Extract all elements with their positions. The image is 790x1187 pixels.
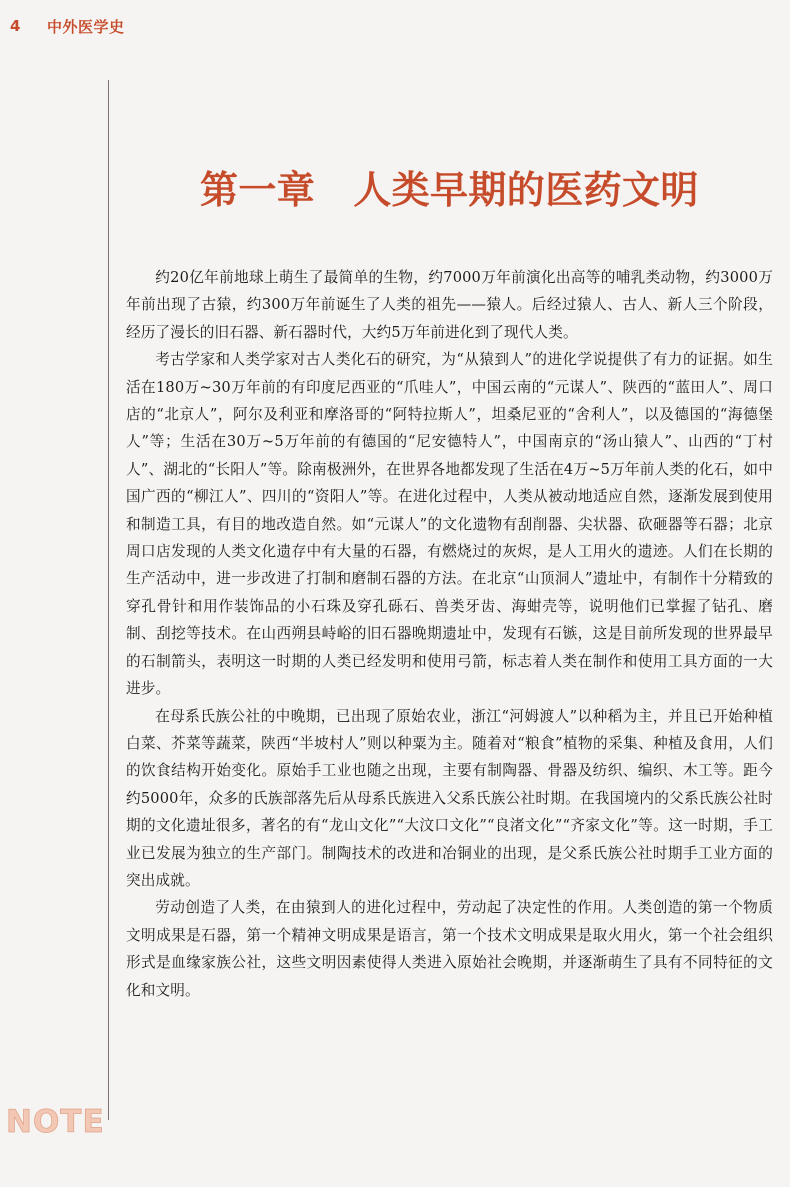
note-text: NOTE (6, 1103, 105, 1140)
page-header (10, 14, 124, 38)
chapter-heading (200, 162, 700, 218)
chapter-title: 人类早期的医药文明 (353, 168, 699, 212)
chapter-body (126, 264, 773, 1004)
margin-rule (108, 80, 109, 1120)
body-paragraph: 考古学家和人类学家对古人类化石的研究，为“从猿到人”的进化学说提供了有力的证据。如生活在180万~30万年前的有印度尼西亚的“爪哇人”，中国云南的“元谋人”、陕西的“蓝田人”、周口店的“北京人”，阿尔及利亚和摩洛哥的“阿特拉斯人”，坦桑尼亚的“舍利人”，以及德国的“海德堡人”等；生活在30万~5万年前的有德国的“尼安德特人”，中国南京的“汤山猿人”、山西的“丁村人”、湖北的“长阳人”等。除南极洲外，在世界各地都发现了生活在4万~5万年前人类的化石，如中国广西的“柳江人”、四川的“资阳人”等。在进化过程中，人类从被动地适应自然，逐渐发展到使用和制造工具，有目的地改造自然。如“元谋人”的文化遗物有刮削器、尖状器、砍砸器等石器；北京周口店发现的人类文化遗存中有大量的石器，有燃烧过的灰烬，是人工用火的遗迹。人们在长期的生产活动中，进一步改进了打制和磨制石器的方法。在北京“山顶洞人”遗址中，有制作十分精致的穿孔骨针和用作装饰品的小石珠及穿孔砾石、兽类牙齿、海蚶壳等，说明他们已掌握了钻孔、磨制、刮挖等技术。在山西朔县峙峪的旧石器晚期遗址中，发现有石镞，这是目前所发现的世界最早的石制箭头，表明这一时期的人类已经发明和使用弓箭，标志着人类在制作和使用工具方面的一大进步。 (126, 351, 773, 698)
margin-note-label (6, 1098, 106, 1146)
page-number: 4 (10, 17, 21, 35)
chapter-label: 第一章 (200, 168, 316, 212)
book-title: 中外医学史 (46, 17, 125, 36)
body-paragraph: 约20亿年前地球上萌生了最简单的生物，约7000万年前演化出高等的哺乳类动物，约3000万年前出现了古猿，约300万年前诞生了人类的祖先——猿人。后经过猿人、古人、新人三个阶段，经历了漫长的旧石器、新石器时代，大约5万年前进化到了现代人类。 (126, 269, 773, 341)
body-paragraph: 在母系氏族公社的中晚期，已出现了原始农业，浙江“河姆渡人”以种稻为主，并且已开始种植白菜、芥菜等蔬菜，陕西“半坡村人”则以种粟为主。随着对“粮食”植物的采集、种植及食用，人们的饮食结构开始变化。原始手工业也随之出现，主要有制陶器、骨器及纺织、编织、木工等。距今约5000年，众多的氏族部落先后从母系氏族进入父系氏族公社时期。在我国境内的父系氏族公社时期的文化遗址很多，著名的有“龙山文化”“大汶口文化”“良渚文化”“齐家文化”等。这一时期，手工业已发展为独立的生产部门。制陶技术的改进和冶铜业的出现，是父系氏族公社时期手工业方面的突出成就。 (126, 707, 773, 889)
body-paragraph: 劳动创造了人类，在由猿到人的进化过程中，劳动起了决定性的作用。人类创造的第一个物质文明成果是石器，第一个精神文明成果是语言，第一个技术文明成果是取火用火，第一个社会组织形式是血缘家族公社，这些文明因素使得人类进入原始社会晚期，并逐渐萌生了具有不同特征的文化和文明。 (126, 899, 773, 999)
